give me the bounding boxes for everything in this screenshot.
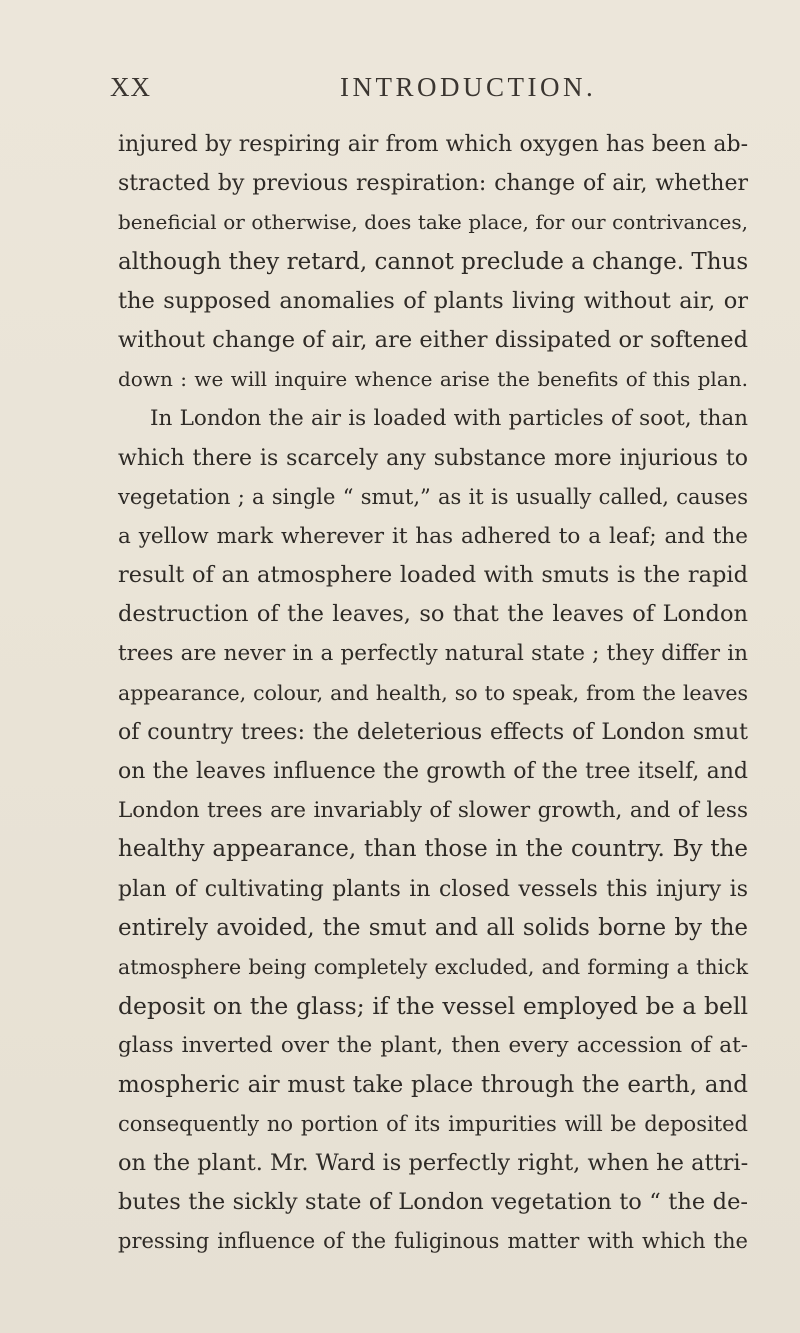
text-line: down : we will inquire whence arise the benefits of this plan. — [118, 367, 748, 392]
text-line: appearance, colour, and health, so to speak, from the leaves — [118, 680, 748, 705]
running-head: INTRODUCTION. — [340, 72, 597, 102]
text-line: trees are never in a perfectly natural state ; they differ in — [118, 641, 748, 667]
body-text — [118, 125, 748, 1261]
text-line: the supposed anomalies of plants living without air, or — [118, 287, 748, 314]
text-line: entirely avoided, the smut and all solids borne by the — [118, 914, 748, 941]
text-line: result of an atmosphere loaded with smuts is the rapid — [118, 562, 748, 589]
paragraph-start-line: In London the air is loaded with particles of soot, than — [150, 406, 748, 432]
text-line: on the plant. Mr. Ward is perfectly right, when he attri- — [118, 1149, 749, 1176]
text-line: atmosphere being completely excluded, and forming a thick — [118, 954, 748, 979]
text-line: plan of cultivating plants in closed vessels this injury is — [118, 876, 748, 902]
text-line: although they retard, cannot preclude a change. Thus — [118, 248, 749, 275]
text-line: stracted by previous respiration: change of air, whether — [118, 171, 748, 197]
text-line: butes the sickly state of London vegetation to “ the de- — [118, 1189, 748, 1216]
text-line: mospheric air must take place through the earth, and — [118, 1071, 748, 1098]
text-line: destruction of the leaves, so that the leaves of London — [118, 601, 748, 628]
text-line: which there is scarcely any substance more injurious to — [118, 445, 748, 471]
page-number: XX — [110, 72, 151, 102]
text-line: consequently no portion of its impurities will be deposited — [118, 1111, 748, 1136]
text-line: glass inverted over the plant, then every accession of at- — [118, 1033, 748, 1059]
text-line: pressing influence of the fuliginous matter with which the — [118, 1229, 748, 1254]
text-line: beneficial or otherwise, does take place, for our contrivances, — [118, 210, 748, 235]
text-line: vegetation ; a single “ smut,” as it is usually called, causes — [118, 484, 748, 509]
text-line: deposit on the glass; if the vessel employed be a bell — [118, 992, 748, 1021]
text-line: of country trees: the deleterious effects of London smut — [118, 719, 748, 745]
text-line: without change of air, are either dissipated or softened — [118, 326, 748, 353]
text-line: a yellow mark wherever it has adhered to a leaf; and the — [118, 523, 748, 549]
page-header — [110, 68, 770, 112]
text-line: London trees are invariably of slower growth, and of less — [118, 798, 748, 824]
text-line: healthy appearance, than those in the country. By the — [118, 836, 748, 863]
text-line: on the leaves influence the growth of the tree itself, and — [118, 759, 748, 784]
text-line: injured by respiring air from which oxygen has been ab- — [118, 132, 748, 157]
